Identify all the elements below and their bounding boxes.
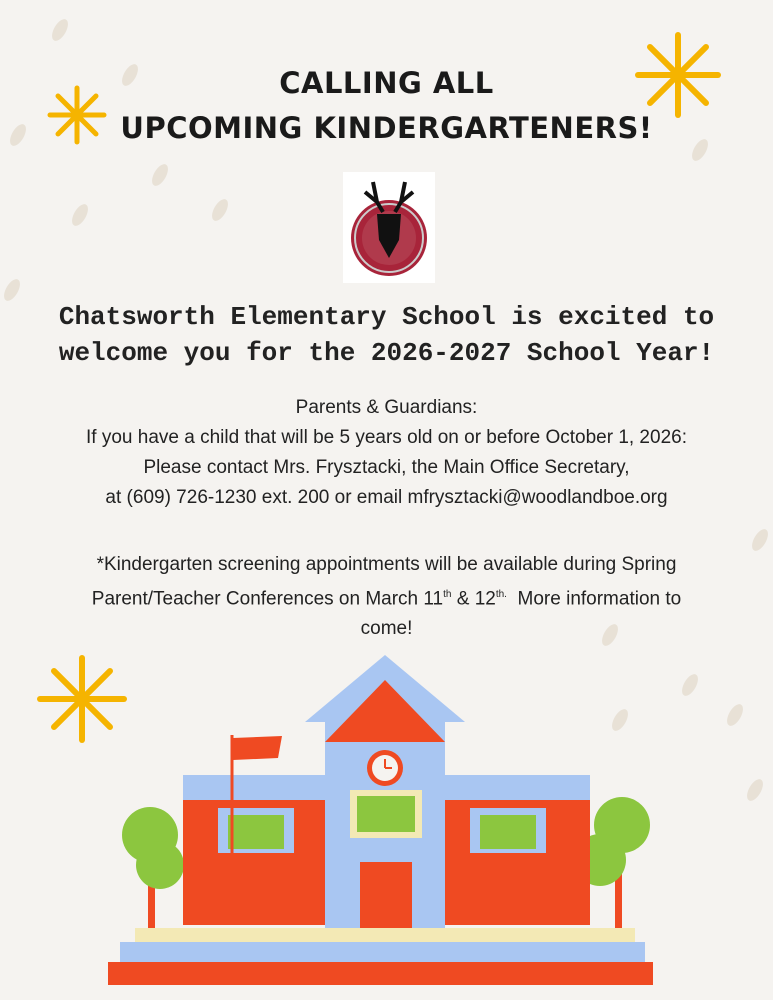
title-line-1: CALLING ALL — [279, 66, 494, 100]
info-block — [0, 393, 773, 513]
info-line-1: Parents & Guardians: — [295, 397, 478, 418]
superscript: th. — [495, 589, 507, 600]
info-line-3: Please contact Mrs. Frysztacki, the Main Office Secretary, — [143, 457, 630, 478]
superscript: th — [443, 589, 452, 600]
school-logo — [343, 172, 435, 283]
note-text: & 12 — [451, 588, 496, 610]
info-line-4: at (609) 726-1230 ext. 200 or email mfrysztacki@woodlandboe.org — [105, 487, 668, 508]
school-building-illustration — [108, 655, 653, 985]
deer-logo-icon — [343, 172, 435, 283]
info-line-2: If you have a child that will be 5 years old on or before October 1, 2026: — [86, 427, 687, 448]
heading-line-2: welcome you for the 2026-2027 School Year! — [58, 338, 715, 368]
note-line-1: *Kindergarten screening appointments will be available during Spring — [96, 554, 677, 575]
note-line-2 — [0, 580, 773, 614]
note-line-3: come! — [360, 618, 413, 640]
star-burst-icon — [40, 658, 124, 740]
note-block — [0, 550, 773, 644]
note-text: More information to — [506, 588, 682, 610]
title-line-2: UPCOMING KINDERGARTENERS! — [120, 111, 653, 145]
heading-line-1: Chatsworth Elementary School is excited to — [58, 302, 715, 332]
note-text: Parent/Teacher Conferences on March 11 — [91, 588, 444, 610]
